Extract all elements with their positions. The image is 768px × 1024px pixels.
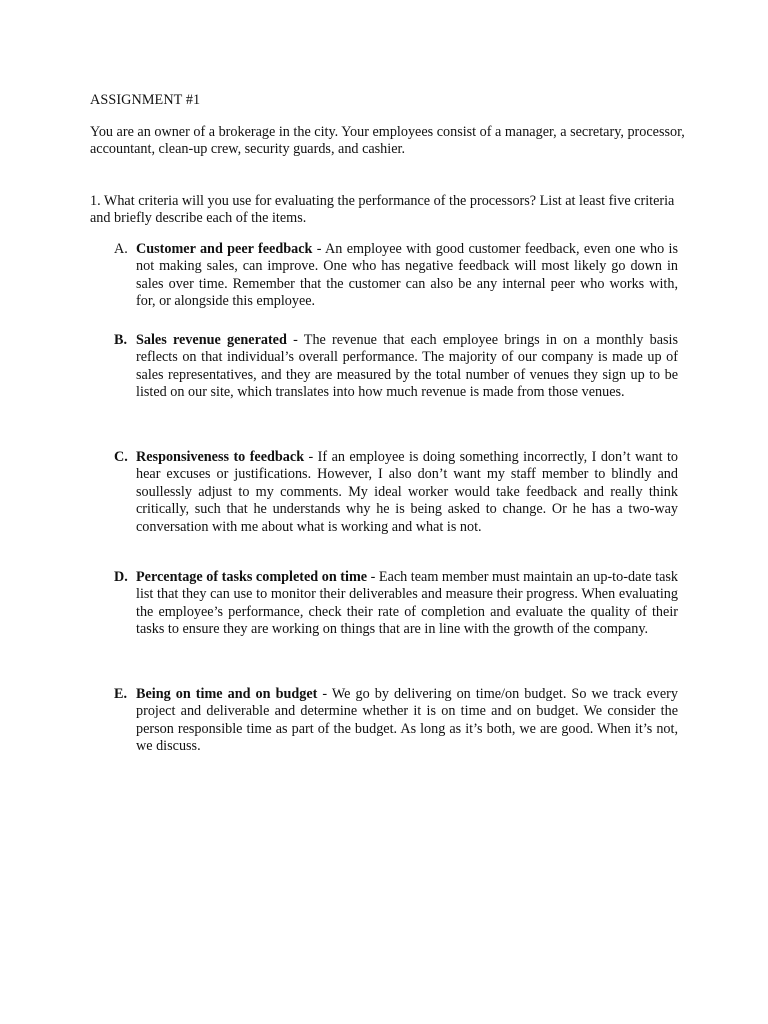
- criterion-body: [136, 569, 678, 639]
- criterion-c: [114, 449, 678, 536]
- criterion-body: [136, 686, 678, 756]
- criterion-body: [136, 332, 678, 402]
- criterion-d: [114, 569, 678, 639]
- criterion-heading: Customer and peer feedback: [136, 241, 313, 257]
- criterion-heading: Responsiveness to feedback: [136, 449, 305, 465]
- criterion-letter: C.: [114, 449, 128, 465]
- intro-paragraph: You are an owner of a brokerage in the city. Your employees consist of a manager, a secretary, processor, accountant, clean-up crew, security guards, and cashier.: [90, 124, 685, 158]
- criterion-letter: A.: [114, 241, 128, 257]
- criterion-e: [114, 686, 678, 756]
- criterion-heading: Being on time and on budget: [136, 686, 318, 702]
- criterion-heading: Percentage of tasks completed on time: [136, 569, 368, 585]
- criterion-body: [136, 241, 678, 311]
- criterion-heading: Sales revenue generated: [136, 332, 287, 348]
- criterion-b: [114, 332, 678, 402]
- criterion-body: [136, 449, 678, 536]
- criterion-text: - An employee with good customer feedback, even one who is not making sales, can improve. One who has negative feedback will most likely go down in sales over time. Remember that the customer can also be any internal peer who works with, for, or alongside this employee.: [136, 241, 679, 310]
- criterion-text: - We go by delivering on time/on budget. So we track every project and deliverable and determine whether it is on time and on budget. We consider the person responsible time as part of the budget. As long as it’s both, we are good. When it’s not, we discuss.: [136, 686, 678, 755]
- criterion-a: [114, 241, 678, 311]
- assignment-title: ASSIGNMENT #1: [90, 92, 201, 108]
- criterion-text: - The revenue that each employee brings in on a monthly basis reflects on that individual’s overall performance. The majority of our company is made up of sales representatives, and they are measured by the total number of venues they sign up to be listed on our site, which translates into how much revenue is made from those venues.: [136, 332, 678, 401]
- criterion-letter: E.: [114, 686, 128, 702]
- question-paragraph: 1. What criteria will you use for evaluating the performance of the processors? List at least five criteria and briefly describe each of the items.: [90, 193, 675, 227]
- criterion-text: - Each team member must maintain an up-to-date task list that they can use to monitor their deliverables and measure their progress. When evaluating the employee’s performance, check their rate of completion and evaluate the quality of their tasks to ensure they are working on things that are in line with the growth of the company.: [136, 569, 678, 638]
- criterion-text: - If an employee is doing something incorrectly, I don’t want to hear excuses or justifications. However, I also don’t want my staff member to blindly and soullessly adjust to my comments. My ideal worker would take feedback and really think critically, such that he understands why he is being asked to change. Or he has a two-way conversation with me about what is working and what is not.: [136, 449, 678, 535]
- criterion-letter: D.: [114, 569, 128, 585]
- criterion-letter: B.: [114, 332, 128, 348]
